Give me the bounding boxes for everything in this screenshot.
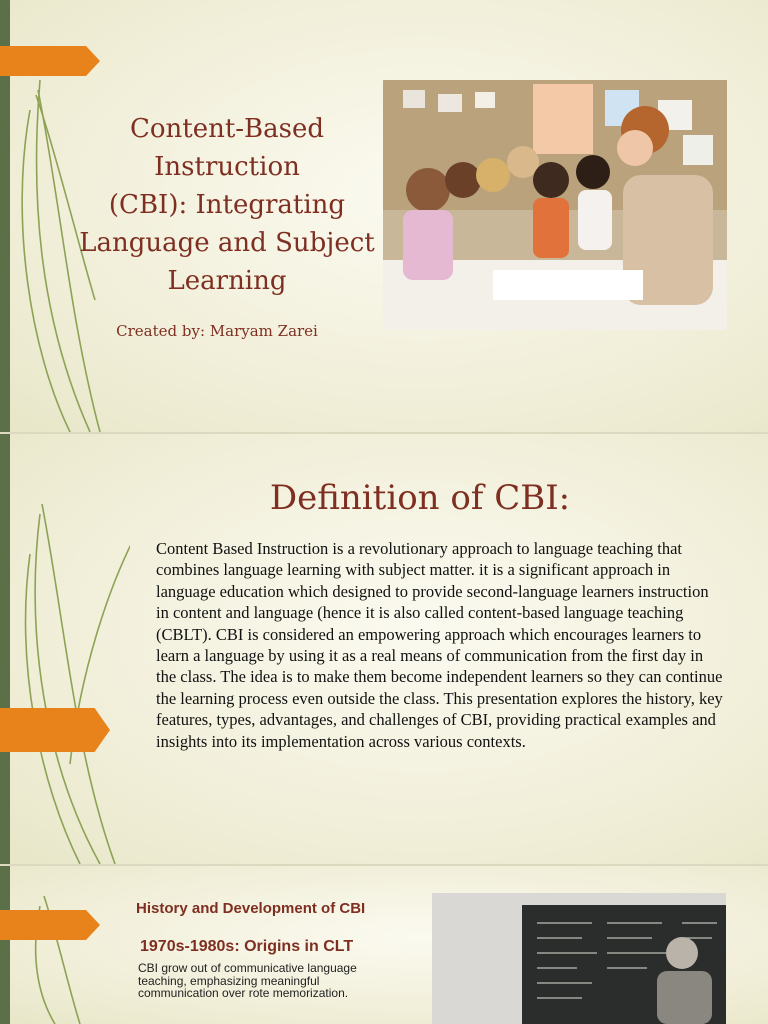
section-heading: 1970s-1980s: Origins in CLT: [140, 938, 354, 955]
title-line: Content-Based: [129, 114, 325, 144]
slide-1: [0, 0, 768, 432]
classroom-photo: [383, 80, 727, 330]
slide-3: [0, 866, 768, 1024]
definition-paragraph: Content Based Instruction is a revolutionary approach to language teaching that combines language learning with subject matter. it is a significant approach in language education which designed to provide second-language learners instruction in content and language (hence it is also called content-based language teaching (CBLT). CBI is considered an empowering approach which encourages learners to learn a language by using it as a real means of communication from the first day in the class. The idea is to make them become independent learners so they can continue the learning process even outside the class. This presentation explores the history, key features, types, advantages, and challenges of CBI, providing practical examples and insights into its implementation across various contexts.: [156, 539, 723, 751]
title-line: (CBI): Integrating: [108, 190, 346, 220]
author-credit: Created by: Maryam Zarei: [116, 322, 318, 340]
orange-arrow-icon: [0, 910, 100, 940]
section-text: CBI grow out of communicative language teaching, emphasizing meaningful communication over rote memorization.: [138, 961, 357, 1000]
leaf-decoration-icon: [0, 434, 130, 864]
slide-2: [0, 434, 768, 864]
title-line: Language and Subject: [79, 228, 375, 258]
slide-title: Definition of CBI:: [269, 478, 571, 518]
title-line: Learning: [167, 266, 287, 296]
leaf-decoration-icon: [0, 866, 130, 1024]
orange-arrow-icon: [0, 46, 100, 76]
slide-title: History and Development of CBI: [136, 900, 366, 917]
orange-arrow-icon: [0, 708, 110, 752]
chalkboard-photo: [432, 893, 726, 1024]
presentation-title: [62, 110, 392, 300]
title-line: Instruction: [154, 152, 300, 182]
